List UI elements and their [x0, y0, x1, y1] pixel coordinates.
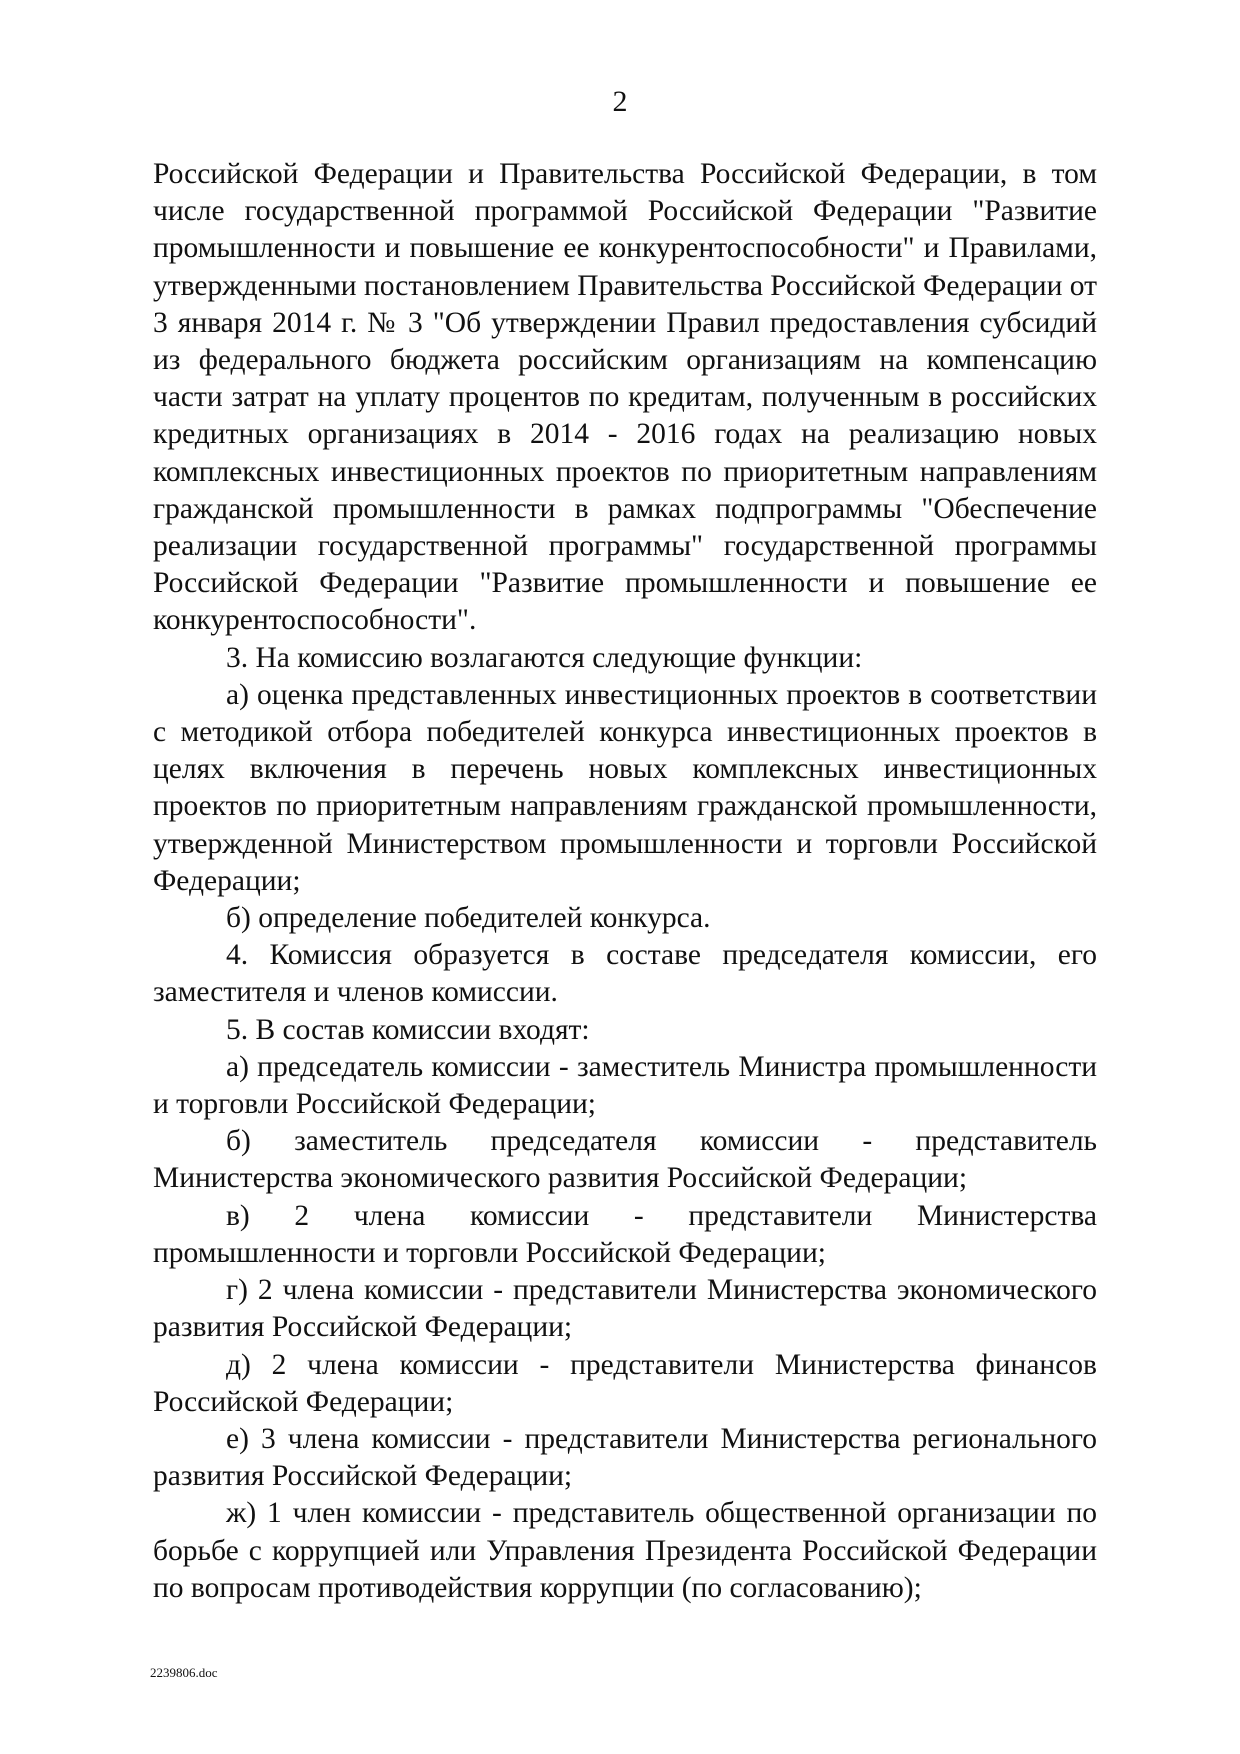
- paragraph-item-5e: е) 3 члена комиссии - представители Министерства регионального развития Российской Федерации;: [153, 1422, 1097, 1493]
- paragraph-item-4: 4. Комиссия образуется в составе председателя комиссии, его заместителя и членов комиссии.: [153, 939, 1097, 1009]
- paragraph-item-5zh: ж) 1 член комиссии - представитель общественной организации по борьбе с коррупцией или Управления Президента Российской Федерации по вопросам противодействия коррупции (по согласованию);: [153, 1497, 1097, 1604]
- document-body: [153, 156, 1097, 1607]
- paragraph-item-5: 5. В состав комиссии входят:: [226, 1013, 590, 1046]
- paragraph-item-5d: д) 2 члена комиссии - представители Министерства финансов Российской Федерации;: [153, 1348, 1097, 1418]
- paragraph-item-3: 3. На комиссию возлагаются следующие функции:: [226, 641, 863, 674]
- paragraph-continuation: Российской Федерации и Правительства Российской Федерации, в том числе государственной программой Российской Федерации "Развитие промышленности и повышение ее конкурентоспособности" и Правилами, утвержденными постановлением Правительства Российской Федерации от 3 января 2014 г. № 3 "Об утверждении Правил предоставления субсидий из федерального бюджета российским организациям на компенсацию части затрат на уплату процентов по кредитам, полученным в российских кредитных организациях в 2014 - 2016 годах на реализацию новых комплексных инвестиционных проектов по приоритетным направлениям гражданской промышленности в рамках подпрограммы "Обеспечение реализации государственной программы" государственной программы Российской Федерации "Развитие промышленности и повышение ее конкурентоспособности".: [153, 158, 1097, 637]
- paragraph-item-5b: б) заместитель председателя комиссии - представитель Министерства экономического развития Российской Федерации;: [153, 1125, 1097, 1195]
- page-number: 2: [612, 85, 628, 118]
- paragraph-item-5v: в) 2 члена комиссии - представители Министерства промышленности и торговли Российской Федерации;: [153, 1199, 1097, 1269]
- paragraph-item-5a: а) председатель комиссии - заместитель Министра промышленности и торговли Российской Федерации;: [153, 1050, 1097, 1121]
- footer-doc-code: 2239806.doc: [150, 1665, 218, 1680]
- paragraph-item-3a: а) оценка представленных инвестиционных проектов в соответствии с методикой отбора победителей конкурса инвестиционных проектов в целях включения в перечень новых комплексных инвестиционных проектов по приоритетным направлениям гражданской промышленности, утвержденной Министерством промышленности и торговли Российской Федерации;: [153, 678, 1097, 897]
- paragraph-item-5g: г) 2 члена комиссии - представители Министерства экономического развития Российской Федерации;: [153, 1274, 1097, 1344]
- paragraph-item-3b: б) определение победителей конкурса.: [226, 902, 711, 935]
